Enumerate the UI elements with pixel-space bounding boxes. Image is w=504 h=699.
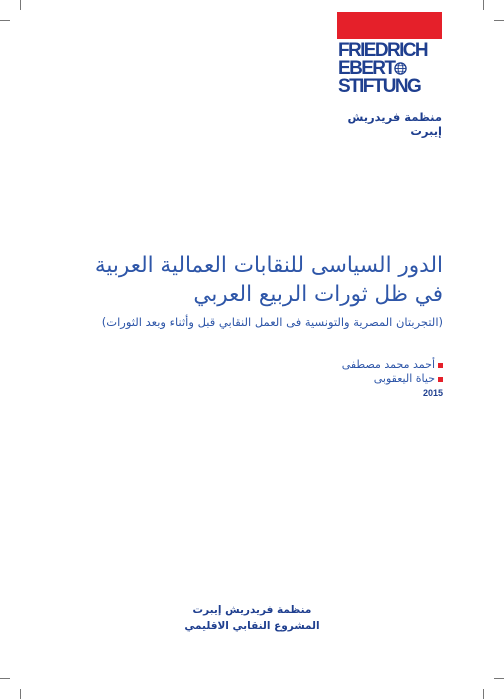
crop-mark — [0, 20, 10, 21]
logo-line-3: STIFTUNG — [338, 76, 421, 97]
crop-mark — [20, 0, 21, 10]
author-item — [193, 372, 443, 386]
crop-mark — [494, 678, 504, 679]
author-name: أحمد محمد مصطفى — [341, 358, 435, 371]
logo-arabic-name: منظمة فريدريش إيبرت — [347, 110, 442, 138]
crop-mark — [483, 689, 484, 699]
logo-line-1: FRIEDRICH — [338, 40, 428, 61]
crop-mark — [20, 689, 21, 699]
logo-red-bar — [337, 12, 442, 39]
author-list — [193, 358, 443, 386]
publication-year: 2015 — [422, 388, 443, 398]
crop-mark — [494, 20, 504, 21]
footer-org: منظمة فريدريش إيبرت — [192, 604, 312, 616]
fes-logo — [338, 42, 448, 96]
crop-mark — [0, 678, 10, 679]
globe-icon — [394, 62, 407, 75]
red-bullet-icon — [438, 363, 443, 368]
logo-line-2-text: EBERT — [338, 58, 395, 79]
document-subtitle: (التجربتان المصرية والتونسية فى العمل النقابي قبل وأثناء وبعد الثورات) — [101, 315, 443, 329]
title-line-1: الدور السياسى للنقابات العمالية العربية — [94, 253, 443, 278]
document-title — [23, 251, 443, 309]
author-name: حياة اليعقوبى — [373, 372, 435, 385]
crop-mark — [483, 0, 484, 10]
title-line-2: في ظل ثورات الربيع العربي — [193, 282, 443, 307]
red-bullet-icon — [438, 377, 443, 382]
footer-project: المشروع النقابي الاقليمي — [184, 620, 320, 632]
author-item — [193, 358, 443, 372]
